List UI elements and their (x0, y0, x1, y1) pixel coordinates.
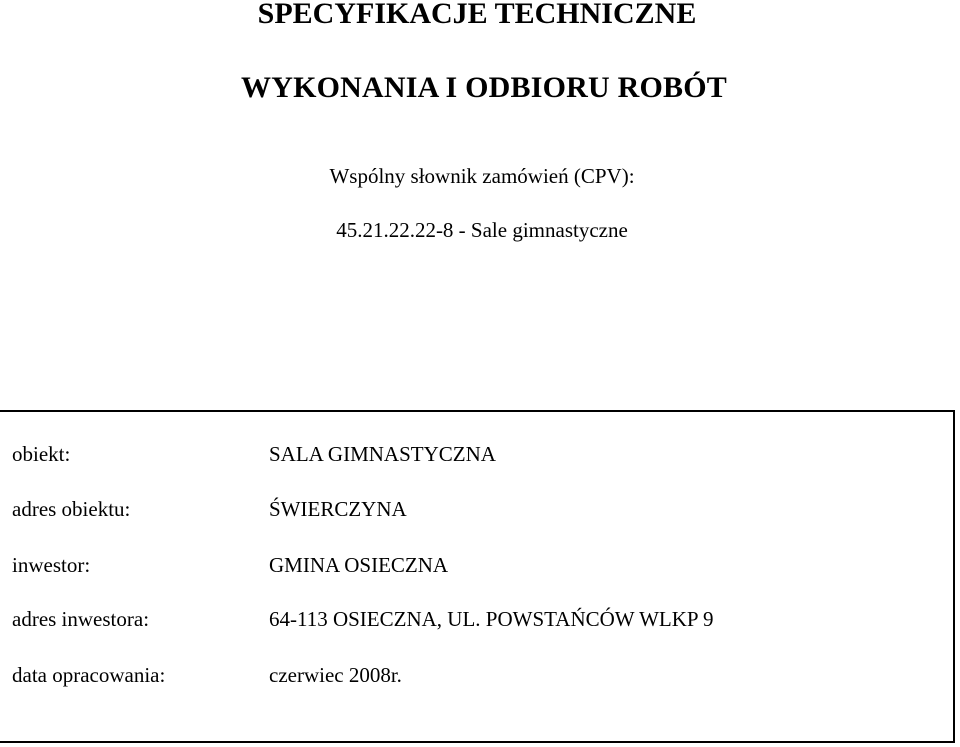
object-address-label: adres obiektu: (12, 497, 131, 521)
object-value: SALA GIMNASTYCZNA (269, 442, 496, 466)
cpv-label: Wspólny słownik zamówień (CPV): (329, 164, 635, 188)
object-label: obiekt: (12, 442, 71, 466)
info-row-object (0, 440, 955, 468)
investor-address-value: 64-113 OSIECZNA, UL. POWSTAŃCÓW WLKP 9 (269, 607, 714, 631)
date-value: czerwiec 2008r. (269, 663, 402, 687)
document-title: SPECYFIKACJE TECHNICZNE (257, 0, 697, 30)
cpv-code: 45.21.22.22-8 - Sale gimnastyczne (336, 218, 628, 242)
date-label: data opracowania: (12, 663, 166, 687)
investor-address-label: adres inwestora: (12, 607, 150, 631)
project-info-box (0, 410, 955, 743)
info-row-investor-address (0, 605, 955, 633)
document-subtitle: WYKONANIA I ODBIORU ROBÓT (241, 71, 727, 104)
investor-label: inwestor: (12, 553, 91, 577)
object-address-value: ŚWIERCZYNA (269, 497, 407, 521)
info-row-object-address (0, 495, 955, 523)
info-row-investor (0, 551, 955, 579)
investor-value: GMINA OSIECZNA (269, 553, 449, 577)
info-row-date (0, 661, 955, 689)
